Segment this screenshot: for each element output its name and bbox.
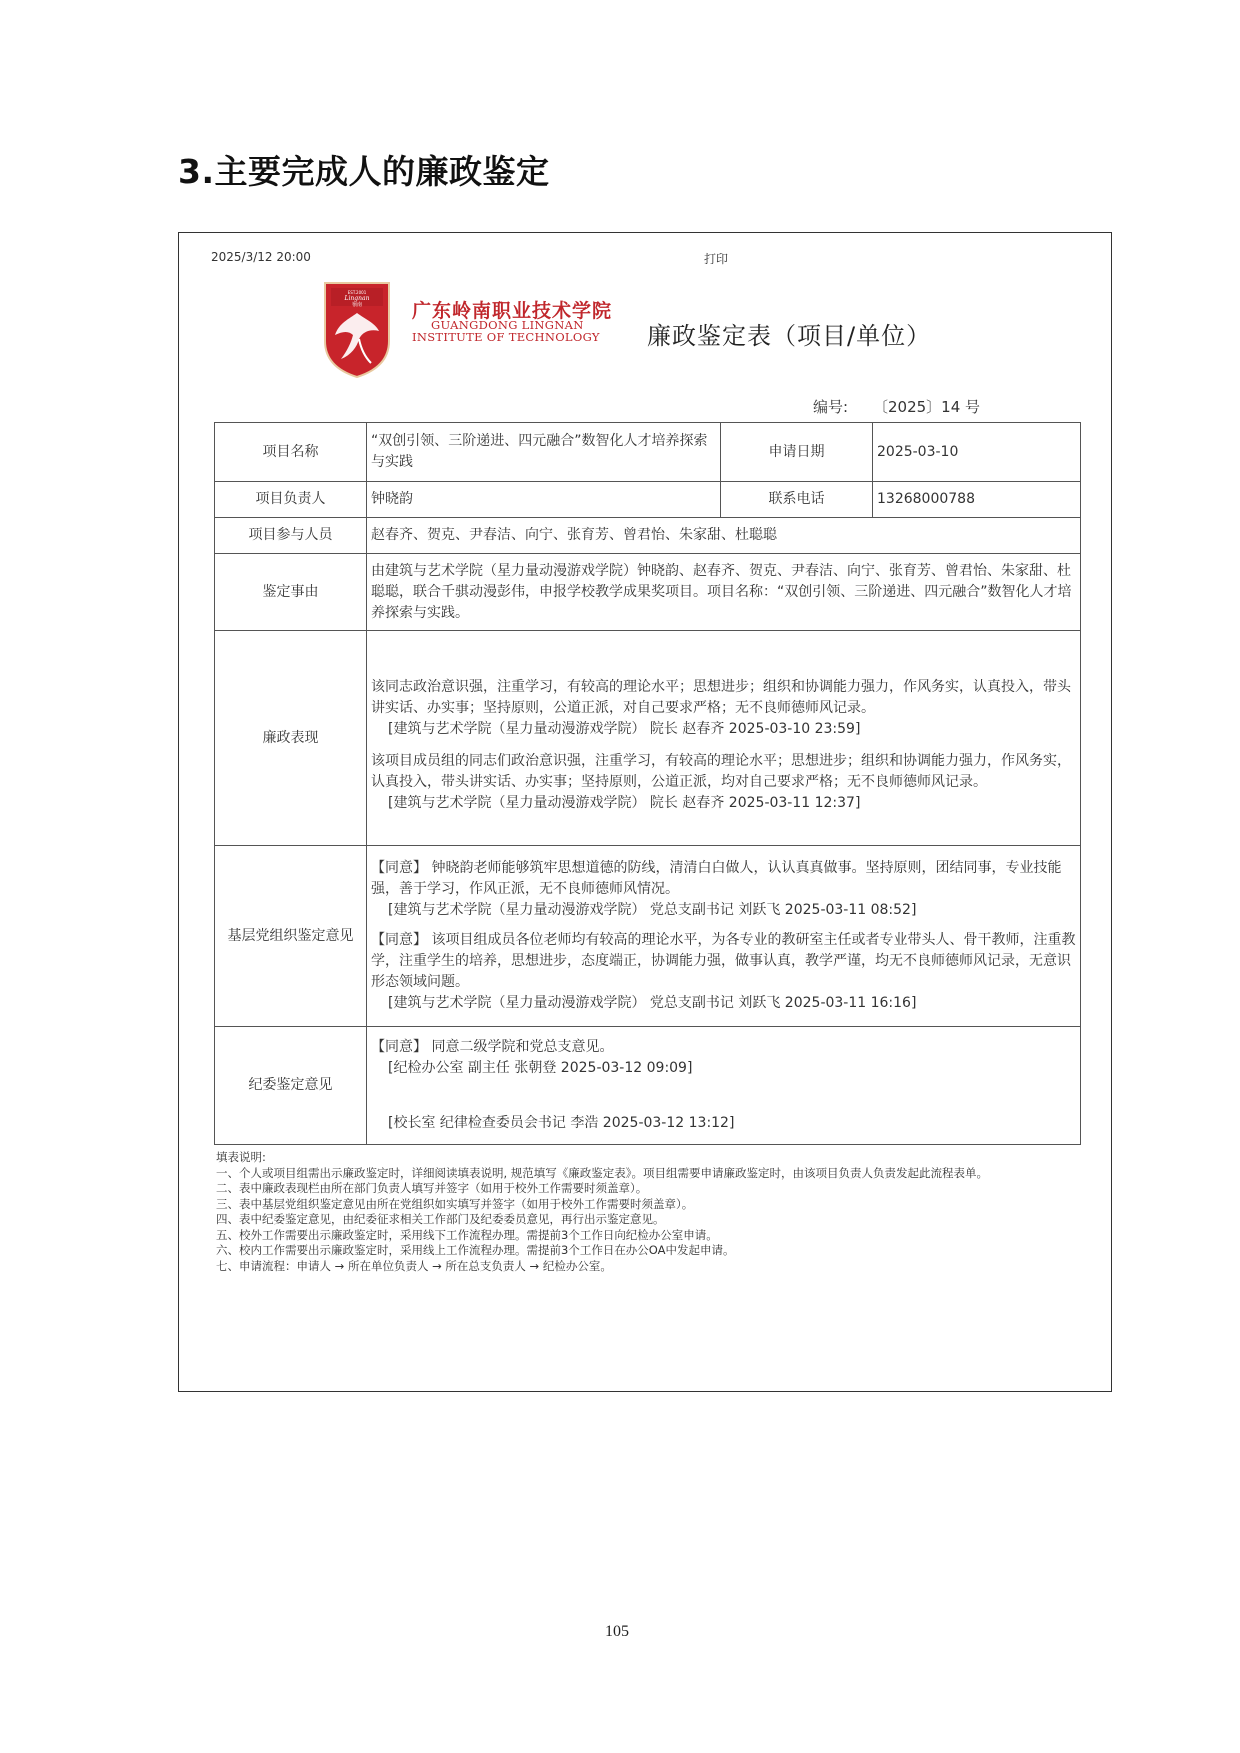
note-item: 六、校内工作需要出示廉政鉴定时，采用线上工作流程办理。需提前3个工作日在办公OA中发起申请。 (216, 1243, 735, 1257)
party-cell (367, 846, 1081, 1027)
page-number: 105 (605, 1623, 629, 1640)
number-label: 编号: (813, 398, 849, 416)
table-row (215, 846, 1081, 1027)
leader-value: 钟晓韵 (367, 482, 721, 518)
note-item: 四、表中纪委鉴定意见，由纪委征求相关工作部门及纪委委员意见，再行出示鉴定意见。 (216, 1212, 665, 1226)
note-item: 二、表中廉政表现栏由所在部门负责人填写并签字（如用于校外工作需要时须盖章）。 (216, 1181, 648, 1195)
note-item: 一、个人或项目组需出示廉政鉴定时，详细阅读填表说明, 规范填写《廉政鉴定表》。项目组需要申请廉政鉴定时，由该项目负责人负责发起此流程表单。 (216, 1165, 989, 1180)
discipline-cell (367, 1027, 1081, 1145)
table-row (215, 518, 1081, 554)
integrity-text-2: 该项目成员组的同志们政治意识强，注重学习，有较高的理论水平；思想进步；组织和协调能力强力，作风务实，认真投入，带头讲实话、办实事；坚持原则，公道正派，均对自己要求严格；无不良师德师风记录。 (371, 752, 1071, 790)
leader-label: 项目负责人 (215, 482, 367, 518)
apply-date-value: 2025-03-10 (873, 423, 1081, 482)
logo-text-top: EST.2001 (347, 290, 367, 295)
integrity-cell (367, 631, 1081, 846)
school-name-en-line1: GUANGDONG LINGNAN (431, 318, 584, 332)
page-title: 3.主要完成人的廉政鉴定 (178, 152, 550, 191)
table-row (215, 423, 1081, 482)
number-value: 〔2025〕14 号 (873, 398, 981, 416)
party-text-1: 【同意】 钟晓韵老师能够筑牢思想道德的防线，清清白白做人，认认真真做事。坚持原则，团结同事，专业技能强，善于学习，作风正派，无不良师德师风情况。 (371, 860, 1062, 897)
project-name-label: 项目名称 (215, 423, 367, 482)
reason-label: 鉴定事由 (215, 554, 367, 631)
table-row (215, 1027, 1081, 1145)
phone-value: 13268000788 (873, 482, 1081, 518)
members-label: 项目参与人员 (215, 518, 367, 554)
logo-text-line1: Lingnan (344, 295, 370, 302)
integrity-text-1: 该同志政治意识强，注重学习，有较高的理论水平；思想进步；组织和协调能力强力，作风务实，认真投入，带头讲实话、办实事；坚持原则，公道正派，对自己要求严格；无不良师德师风记录。 (371, 678, 1071, 716)
party-label: 基层党组织鉴定意见 (215, 846, 367, 1027)
logo-text-line2: 嶺南 (351, 302, 363, 308)
party-sign-2: [建筑与艺术学院（星力量动漫游戏学院） 党总支副书记 刘跃飞 2025-03-11 16:16] (388, 995, 917, 1011)
members-value: 赵春齐、贺克、尹春洁、向宁、张育芳、曾君怡、朱家甜、杜聪聪 (367, 518, 1081, 554)
print-label: 打印 (704, 252, 729, 266)
table-row (215, 554, 1081, 631)
form-title: 廉政鉴定表（项目/单位） (647, 322, 932, 350)
integrity-sign-1: [建筑与艺术学院（星力量动漫游戏学院） 院长 赵春齐 2025-03-10 23:59] (388, 720, 861, 737)
integrity-label: 廉政表现 (215, 631, 367, 846)
table-row (215, 631, 1081, 846)
discipline-sign-2: [校长室 纪律检查委员会书记 李浩 2025-03-12 13:12] (388, 1115, 735, 1131)
phone-label: 联系电话 (721, 482, 873, 518)
table-row (215, 482, 1081, 518)
school-name-cn: 广东岭南职业技术学院 (412, 300, 613, 322)
integrity-sign-2: [建筑与艺术学院（星力量动漫游戏学院） 院长 赵春齐 2025-03-11 12:37] (388, 794, 861, 811)
project-name-value: “双创引领、三阶递进、四元融合”数智化人才培养探索与实践 (367, 423, 721, 482)
print-time: 2025/3/12 20:00 (211, 250, 311, 264)
school-name-en-line2: INSTITUTE OF TECHNOLOGY (412, 330, 600, 344)
reason-value: 由建筑与艺术学院（星力量动漫游戏学院）钟晓韵、赵春齐、贺克、尹春洁、向宁、张育芳、曾君怡、朱家甜、杜聪聪，联合千骐动漫彭伟，申报学校教学成果奖项目。项目名称：“双创引领、三阶递进、四元融合”数智化人才培养探索与实践。 (367, 554, 1081, 631)
note-item: 五、校外工作需要出示廉政鉴定时，采用线下工作流程办理。需提前3个工作日向纪检办公室申请。 (216, 1227, 718, 1242)
discipline-sign-1: [纪检办公室 副主任 张朝登 2025-03-12 09:09] (388, 1060, 693, 1076)
party-text-2: 【同意】 该项目组成员各位老师均有较高的理论水平，为各专业的教研室主任或者专业带头人、骨干教师，注重教学，注重学生的培养，思想进步，态度端正，协调能力强，做事认真，教学严谨，均无不良师德师风记录，无意识形态领域问题。 (371, 932, 1076, 990)
document-frame (178, 232, 1112, 1392)
discipline-label: 纪委鉴定意见 (215, 1027, 367, 1145)
school-logo (321, 279, 393, 379)
integrity-form-table (214, 422, 1081, 1145)
party-sign-1: [建筑与艺术学院（星力量动漫游戏学院） 党总支副书记 刘跃飞 2025-03-11 08:52] (388, 902, 917, 918)
note-item: 七、申请流程：申请人 → 所在单位负责人 → 所在总支负责人 → 纪检办公室。 (216, 1258, 612, 1273)
notes-heading: 填表说明: (216, 1150, 266, 1164)
note-item: 三、表中基层党组织鉴定意见由所在党组织如实填写并签字（如用于校外工作需要时须盖章）。 (216, 1196, 694, 1211)
apply-date-label: 申请日期 (721, 423, 873, 482)
discipline-text-1: 【同意】 同意二级学院和党总支意见。 (371, 1039, 614, 1055)
form-notes (216, 1150, 1086, 1274)
